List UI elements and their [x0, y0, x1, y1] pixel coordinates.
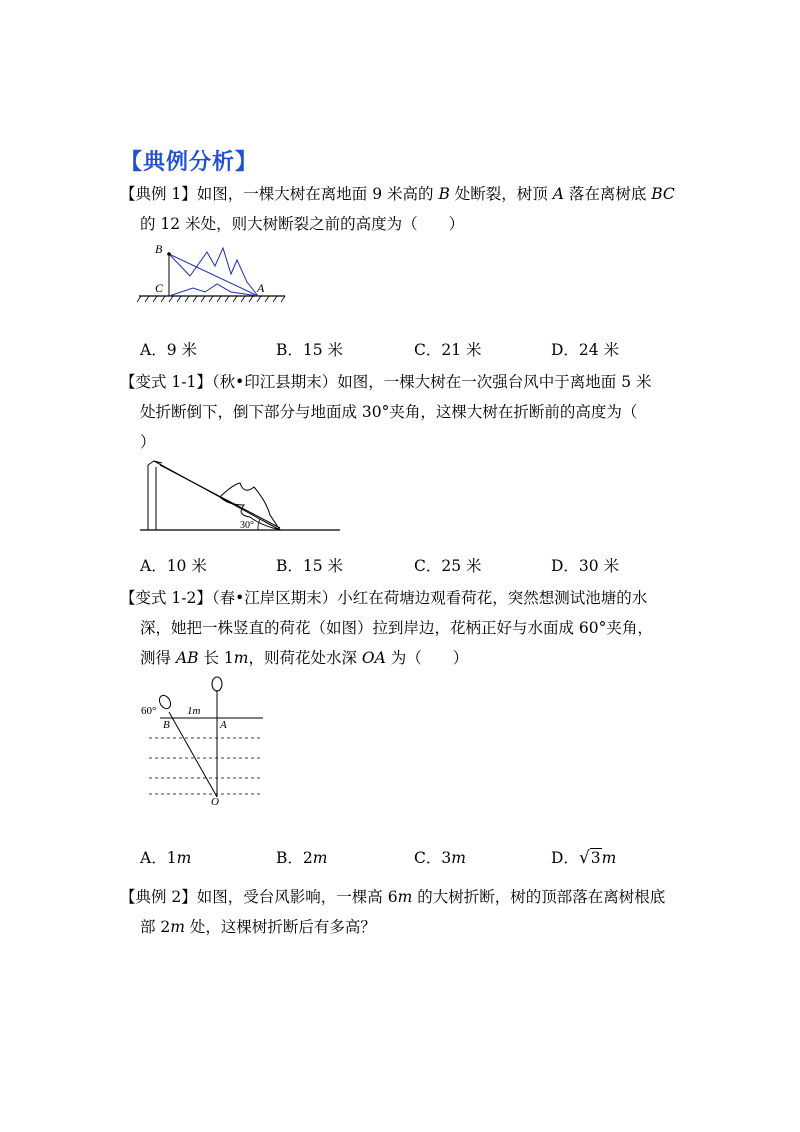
sqrt-symbol: √3	[578, 848, 601, 868]
var12-line3: 测得 AB 长 1m，则荷花处水深 OA 为（ ）	[140, 649, 469, 667]
ex1-option-a: A．9 米	[140, 341, 197, 359]
var12-label-O: O	[211, 796, 219, 807]
var11-option-c: C．25 米	[414, 557, 482, 575]
var12-option-d: D．√3m	[551, 848, 617, 868]
var11-angle-label: 30°	[240, 520, 254, 531]
var12-line2: 深，她把一株竖直的荷花（如图）拉到岸边，花柄正好与水面成 60°夹角，	[140, 619, 653, 637]
var12-figure	[135, 672, 270, 807]
var12-label-B: B	[163, 719, 170, 731]
var11-line1: 【变式 1-1】（秋•印江县期末）如图，一棵大树在一次强台风中于离地面 5 米	[120, 373, 652, 391]
var11-option-a: A．10 米	[140, 557, 207, 575]
var12-option-a: A．1m	[140, 849, 192, 867]
ex2-line2: 部 2m 处，这棵树折断后有多高？	[140, 918, 376, 936]
ex1-label-B: B	[155, 242, 163, 256]
var11-line2: 处折断倒下，倒下部分与地面成 30°夹角，这棵大树在折断前的高度为（	[140, 403, 638, 421]
ex2-line1: 【典例 2】如图，受台风影响，一棵高 6m 的大树折断，树的顶部落在离树根底	[120, 888, 666, 906]
var12-line1: 【变式 1-2】（春•江岸区期末）小红在荷塘边观看荷花，突然想测试池塘的水	[120, 589, 648, 607]
var11-line3: ）	[140, 433, 156, 451]
var12-angle-label: 60°	[141, 705, 157, 717]
ex1-option-c: C．21 米	[414, 341, 482, 359]
ex1-option-d: D．24 米	[551, 341, 620, 359]
ex1-line2: 的 12 米处，则大树断裂之前的高度为（ ）	[140, 215, 465, 233]
var12-length-label: 1m	[187, 705, 201, 717]
ex1-label-C: C	[155, 281, 164, 295]
var11-option-d: D．30 米	[551, 557, 620, 575]
var12-option-b: B．2m	[276, 849, 328, 867]
section-title: 【典例分析】	[120, 149, 259, 175]
var11-option-b: B．15 米	[276, 557, 344, 575]
ex1-figure	[135, 240, 295, 308]
ex1-line1: 【典例 1】如图，一棵大树在离地面 9 米高的 B 处断裂，树顶 A 落在离树底 BC	[120, 185, 675, 203]
ex1-option-b: B．15 米	[276, 341, 344, 359]
var11-figure	[140, 455, 345, 535]
ex1-label-A: A	[257, 281, 265, 295]
var12-option-c: C．3m	[414, 849, 466, 867]
var12-label-A: A	[220, 719, 227, 731]
